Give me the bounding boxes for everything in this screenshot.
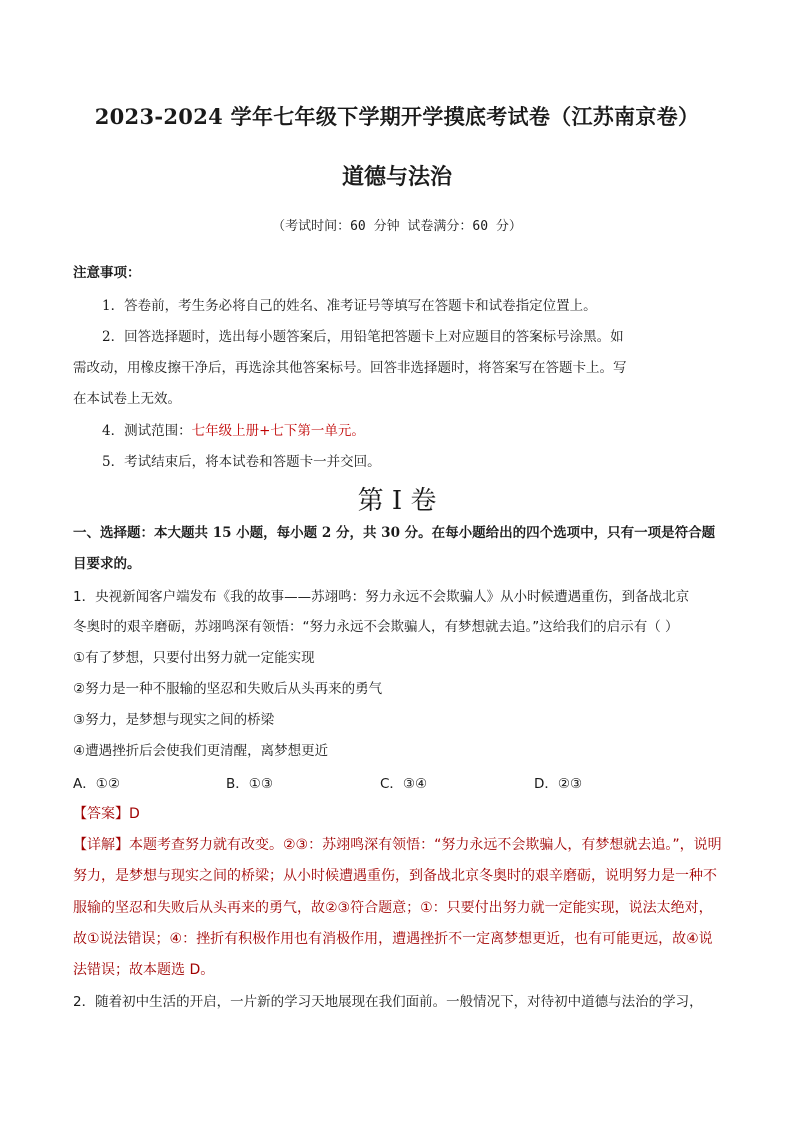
explanation-1-line-4: 故①说法错误；④：挫折有积极作用也有消极作用，遭遇挫折不一定离梦想更近，也有可能更远，故④说 <box>73 931 713 947</box>
question-1-stem-cont: 冬奥时的艰辛磨砺，苏翊鸣深有领悟：“努力永远不会欺骗人，有梦想就去追。”这给我们的启示有（ ） <box>73 619 679 635</box>
question-1-stem: 1．央视新闻客户端发布《我的故事——苏翊鸣：努力永远不会欺骗人》从小时候遭遇重伤，到备战北京 <box>73 589 690 605</box>
exam-meta: （考试时间：60 分钟 试卷满分：60 分） <box>272 219 522 234</box>
answer-1: 【答案】D <box>73 806 140 822</box>
option-a: A．①② <box>73 776 120 792</box>
section-instructions-cont: 目要求的。 <box>73 556 141 572</box>
question-2-stem: 2．随着初中生活的开启，一片新的学习天地展现在我们面前。一般情况下，对待初中道德与法治的学习， <box>73 994 703 1010</box>
option-c: C．③④ <box>380 776 428 792</box>
statement-1: ①有了梦想，只要付出努力就一定能实现 <box>73 650 315 666</box>
exam-title: 2023-2024 学年七年级下学期开学摸底考试卷（江苏南京卷） <box>94 104 700 129</box>
note-item-4 <box>102 421 365 441</box>
note-item-2-end: 在本试卷上无效。 <box>73 391 181 407</box>
note-item-2: 2．回答选择题时，选出每小题答案后，用铅笔把答题卡上对应题目的答案标号涂黑。如 <box>102 329 624 345</box>
section-instructions: 一、选择题：本大题共 15 小题，每小题 2 分，共 30 分。在每小题给出的四个选项中，只有一项是符合题 <box>73 525 716 541</box>
explanation-1-line-2: 努力，是梦想与现实之间的桥梁；从小时候遭遇重伤，到备战北京冬奥时的艰辛磨砺，说明努力是一种不 <box>73 868 717 884</box>
subject-title: 道德与法治 <box>341 164 452 190</box>
note-item-1: 1．答卷前，考生务必将自己的姓名、准考证号等填写在答题卡和试卷指定位置上。 <box>102 298 597 314</box>
statement-3: ③努力，是梦想与现实之间的桥梁 <box>73 712 275 728</box>
explanation-1-line-1: 【详解】本题考查努力就有改变。②③：苏翊鸣深有领悟：“努力永远不会欺骗人，有梦想就去追。”，说明 <box>73 837 722 853</box>
option-b: B．①③ <box>226 776 273 792</box>
explanation-1-line-5: 法错误；故本题选 D。 <box>73 962 215 978</box>
test-range: 七年级上册+七下第一单元。 <box>191 423 365 439</box>
note-item-5: 5．考试结束后，将本试卷和答题卡一并交回。 <box>102 454 381 470</box>
section-title: 第 I 卷 <box>357 486 437 516</box>
statement-4: ④遭遇挫折后会使我们更清醒，离梦想更近 <box>73 743 329 759</box>
note-item-2-cont: 需改动，用橡皮擦干净后，再选涂其他答案标号。回答非选择题时，将答案写在答题卡上。写 <box>73 360 627 376</box>
statement-2: ②努力是一种不服输的坚忍和失败后从头再来的勇气 <box>73 681 383 697</box>
notes-heading: 注意事项： <box>73 265 141 281</box>
note-item-4-label: 4．测试范围： <box>102 423 192 439</box>
option-d: D．②③ <box>534 776 583 792</box>
explanation-1-line-3: 服输的坚忍和失败后从头再来的勇气，故②③符合题意；①：只要付出努力就一定能实现，说法太绝对， <box>73 900 713 916</box>
